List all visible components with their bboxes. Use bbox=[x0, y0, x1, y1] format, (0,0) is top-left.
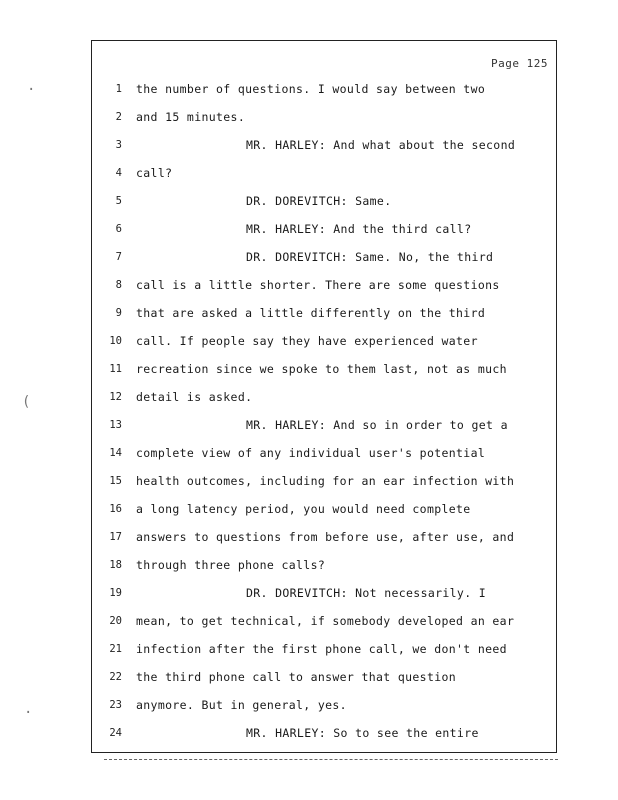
line-text: through three phone calls? bbox=[136, 558, 326, 572]
transcript-line bbox=[92, 271, 556, 299]
transcript-line bbox=[92, 523, 556, 551]
line-number: 14 bbox=[109, 447, 122, 459]
line-number: 23 bbox=[109, 699, 122, 711]
line-text: that are asked a little differently on the third bbox=[136, 306, 486, 320]
line-text: MR. HARLEY: And what about the second bbox=[246, 138, 516, 152]
line-text: answers to questions from before use, after use, and bbox=[136, 530, 515, 544]
line-text: DR. DOREVITCH: Not necessarily. I bbox=[246, 586, 487, 600]
transcript-line bbox=[92, 383, 556, 411]
line-text: detail is asked. bbox=[136, 390, 253, 404]
line-number: 24 bbox=[109, 727, 122, 739]
line-text: and 15 minutes. bbox=[136, 110, 246, 124]
transcript-line bbox=[92, 187, 556, 215]
scan-mark-top-left: · bbox=[27, 82, 36, 98]
transcript-line bbox=[92, 551, 556, 579]
line-text: MR. HARLEY: And so in order to get a bbox=[246, 418, 508, 432]
transcript-line bbox=[92, 467, 556, 495]
line-number: 12 bbox=[109, 391, 122, 403]
transcript-line bbox=[92, 439, 556, 467]
line-text: call. If people say they have experienced water bbox=[136, 334, 478, 348]
transcript-line bbox=[92, 75, 556, 103]
line-number: 9 bbox=[115, 307, 122, 319]
transcript-line bbox=[92, 719, 556, 747]
line-text: recreation since we spoke to them last, not as much bbox=[136, 362, 507, 376]
line-text: DR. DOREVITCH: Same. bbox=[246, 194, 392, 208]
line-number: 22 bbox=[109, 671, 122, 683]
transcript-line bbox=[92, 411, 556, 439]
line-text: the third phone call to answer that question bbox=[136, 670, 457, 684]
line-text: mean, to get technical, if somebody developed an ear bbox=[136, 614, 515, 628]
transcript-line bbox=[92, 579, 556, 607]
line-text: complete view of any individual user's potential bbox=[136, 446, 486, 460]
transcript-line bbox=[92, 131, 556, 159]
line-number: 10 bbox=[109, 335, 122, 347]
line-text: infection after the first phone call, we don't need bbox=[136, 642, 507, 656]
line-number: 6 bbox=[115, 223, 122, 235]
scan-mark-bottom-left: · bbox=[24, 705, 33, 721]
transcript-line bbox=[92, 663, 556, 691]
line-text: DR. DOREVITCH: Same. No, the third bbox=[246, 250, 494, 264]
line-text: call? bbox=[136, 166, 173, 180]
line-number: 8 bbox=[115, 279, 122, 291]
scan-mark-left: ( bbox=[22, 394, 31, 410]
line-text: the number of questions. I would say between two bbox=[136, 82, 486, 96]
page-frame bbox=[91, 40, 557, 753]
transcript-line bbox=[92, 495, 556, 523]
transcript-line bbox=[92, 691, 556, 719]
transcript-line bbox=[92, 635, 556, 663]
line-text: a long latency period, you would need complete bbox=[136, 502, 471, 516]
line-number: 21 bbox=[109, 643, 122, 655]
line-number: 18 bbox=[109, 559, 122, 571]
transcript-line bbox=[92, 355, 556, 383]
line-number: 11 bbox=[109, 363, 122, 375]
transcript-line bbox=[92, 299, 556, 327]
page-number: Page 125 bbox=[491, 57, 548, 70]
line-text: MR. HARLEY: And the third call? bbox=[246, 222, 472, 236]
line-number: 5 bbox=[115, 195, 122, 207]
transcript-line bbox=[92, 103, 556, 131]
transcript-line bbox=[92, 243, 556, 271]
line-number: 13 bbox=[109, 419, 122, 431]
line-text: anymore. But in general, yes. bbox=[136, 698, 347, 712]
transcript-line bbox=[92, 215, 556, 243]
line-text: call is a little shorter. There are some questions bbox=[136, 278, 500, 292]
transcript-line bbox=[92, 607, 556, 635]
line-number: 3 bbox=[115, 139, 122, 151]
line-number: 16 bbox=[109, 503, 122, 515]
line-text: MR. HARLEY: So to see the entire bbox=[246, 726, 479, 740]
line-number: 17 bbox=[109, 531, 122, 543]
line-number: 1 bbox=[115, 83, 122, 95]
line-number: 15 bbox=[109, 475, 122, 487]
line-number: 7 bbox=[115, 251, 122, 263]
line-number: 4 bbox=[115, 167, 122, 179]
transcript-line bbox=[92, 159, 556, 187]
transcript-line bbox=[92, 327, 556, 355]
line-number: 20 bbox=[109, 615, 122, 627]
line-text: health outcomes, including for an ear infection with bbox=[136, 474, 515, 488]
line-number: 2 bbox=[115, 111, 122, 123]
line-number: 19 bbox=[109, 587, 122, 599]
